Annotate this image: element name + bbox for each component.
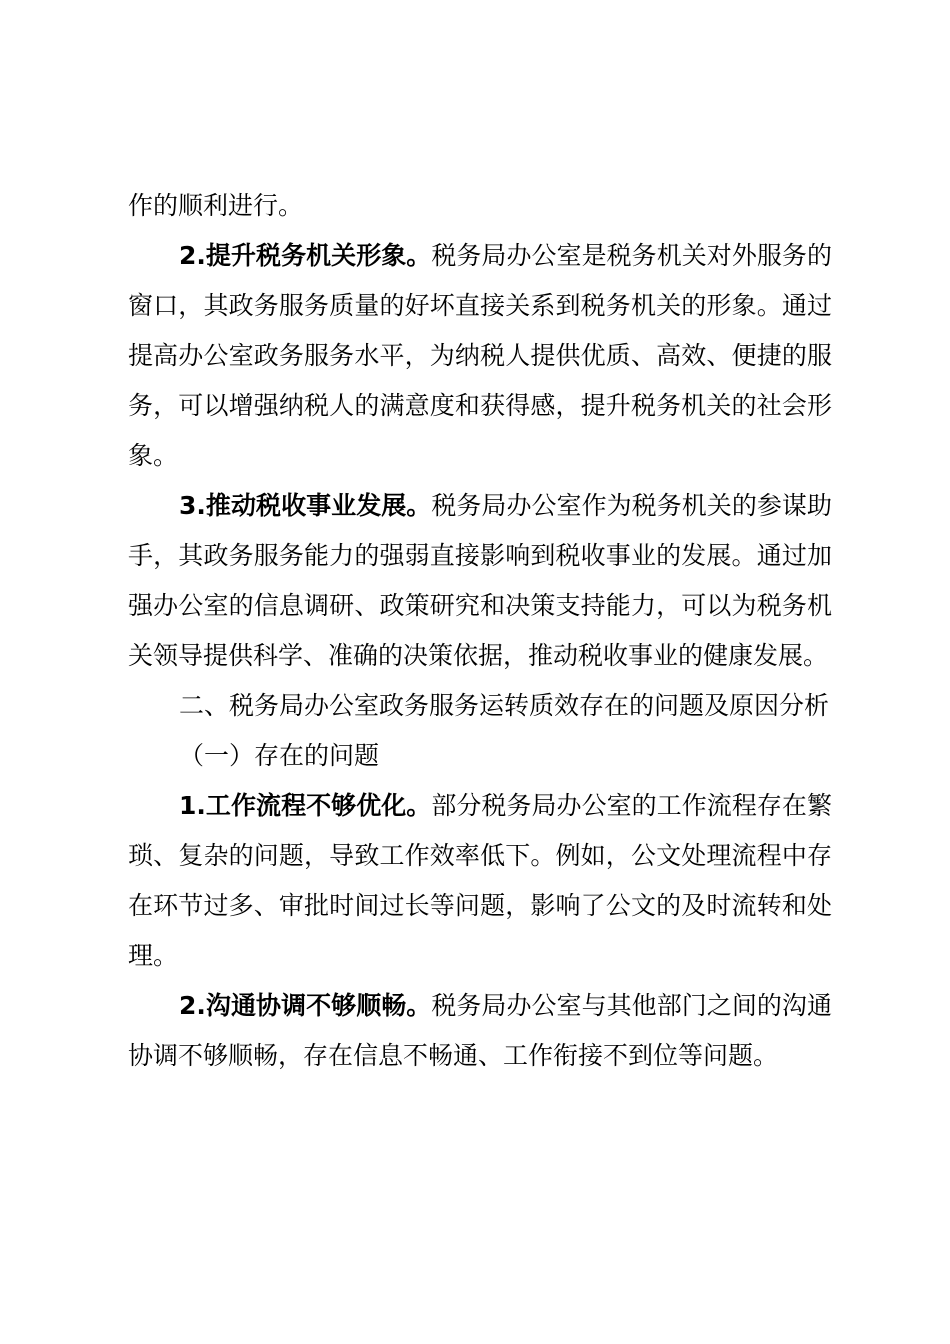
paragraph-continuation bbox=[128, 181, 832, 231]
paragraph-text: 税务局办公室与其他部门之间的沟通协调不够顺畅，存在信息不畅通、工作衔接不到位等问题。 bbox=[128, 991, 832, 1070]
section-heading-text: 二、税务局办公室政务服务运转质效存在的问题及原因分析 bbox=[179, 691, 830, 720]
paragraph-text: 部分税务局办公室的工作流程存在繁琐、复杂的问题，导致工作效率低下。例如，公文处理流程中存在环节过多、审批时间过长等问题，影响了公文的及时流转和处理。 bbox=[128, 791, 832, 970]
paragraph-text: 作的顺利进行。 bbox=[128, 191, 304, 220]
paragraph-communication bbox=[128, 981, 832, 1081]
paragraph-text: 税务局办公室作为税务机关的参谋助手，其政务服务能力的强弱直接影响到税收事业的发展。通过加强办公室的信息调研、政策研究和决策支持能力，可以为税务机关领导提供科学、准确的决策依据，推动税收事业的健康发展。 bbox=[128, 491, 832, 670]
paragraph-heading: 2.沟通协调不够顺畅。 bbox=[179, 991, 432, 1020]
paragraph-heading: 2.提升税务机关形象。 bbox=[179, 241, 432, 270]
paragraph-text: 税务局办公室是税务机关对外服务的窗口，其政务服务质量的好坏直接关系到税务机关的形象。通过提高办公室政务服务水平，为纳税人提供优质、高效、便捷的服务，可以增强纳税人的满意度和获得感，提升税务机关的社会形象。 bbox=[128, 241, 832, 470]
subsection-heading-existing-problems bbox=[128, 731, 832, 781]
paragraph-promote-development bbox=[128, 481, 832, 681]
section-heading-problems-analysis bbox=[128, 681, 832, 731]
document-page bbox=[128, 181, 832, 1081]
paragraph-heading: 3.推动税收事业发展。 bbox=[179, 491, 432, 520]
paragraph-heading: 1.工作流程不够优化。 bbox=[179, 791, 432, 820]
paragraph-improve-image bbox=[128, 231, 832, 481]
subsection-heading-text: （一）存在的问题 bbox=[179, 741, 380, 770]
paragraph-workflow bbox=[128, 781, 832, 981]
